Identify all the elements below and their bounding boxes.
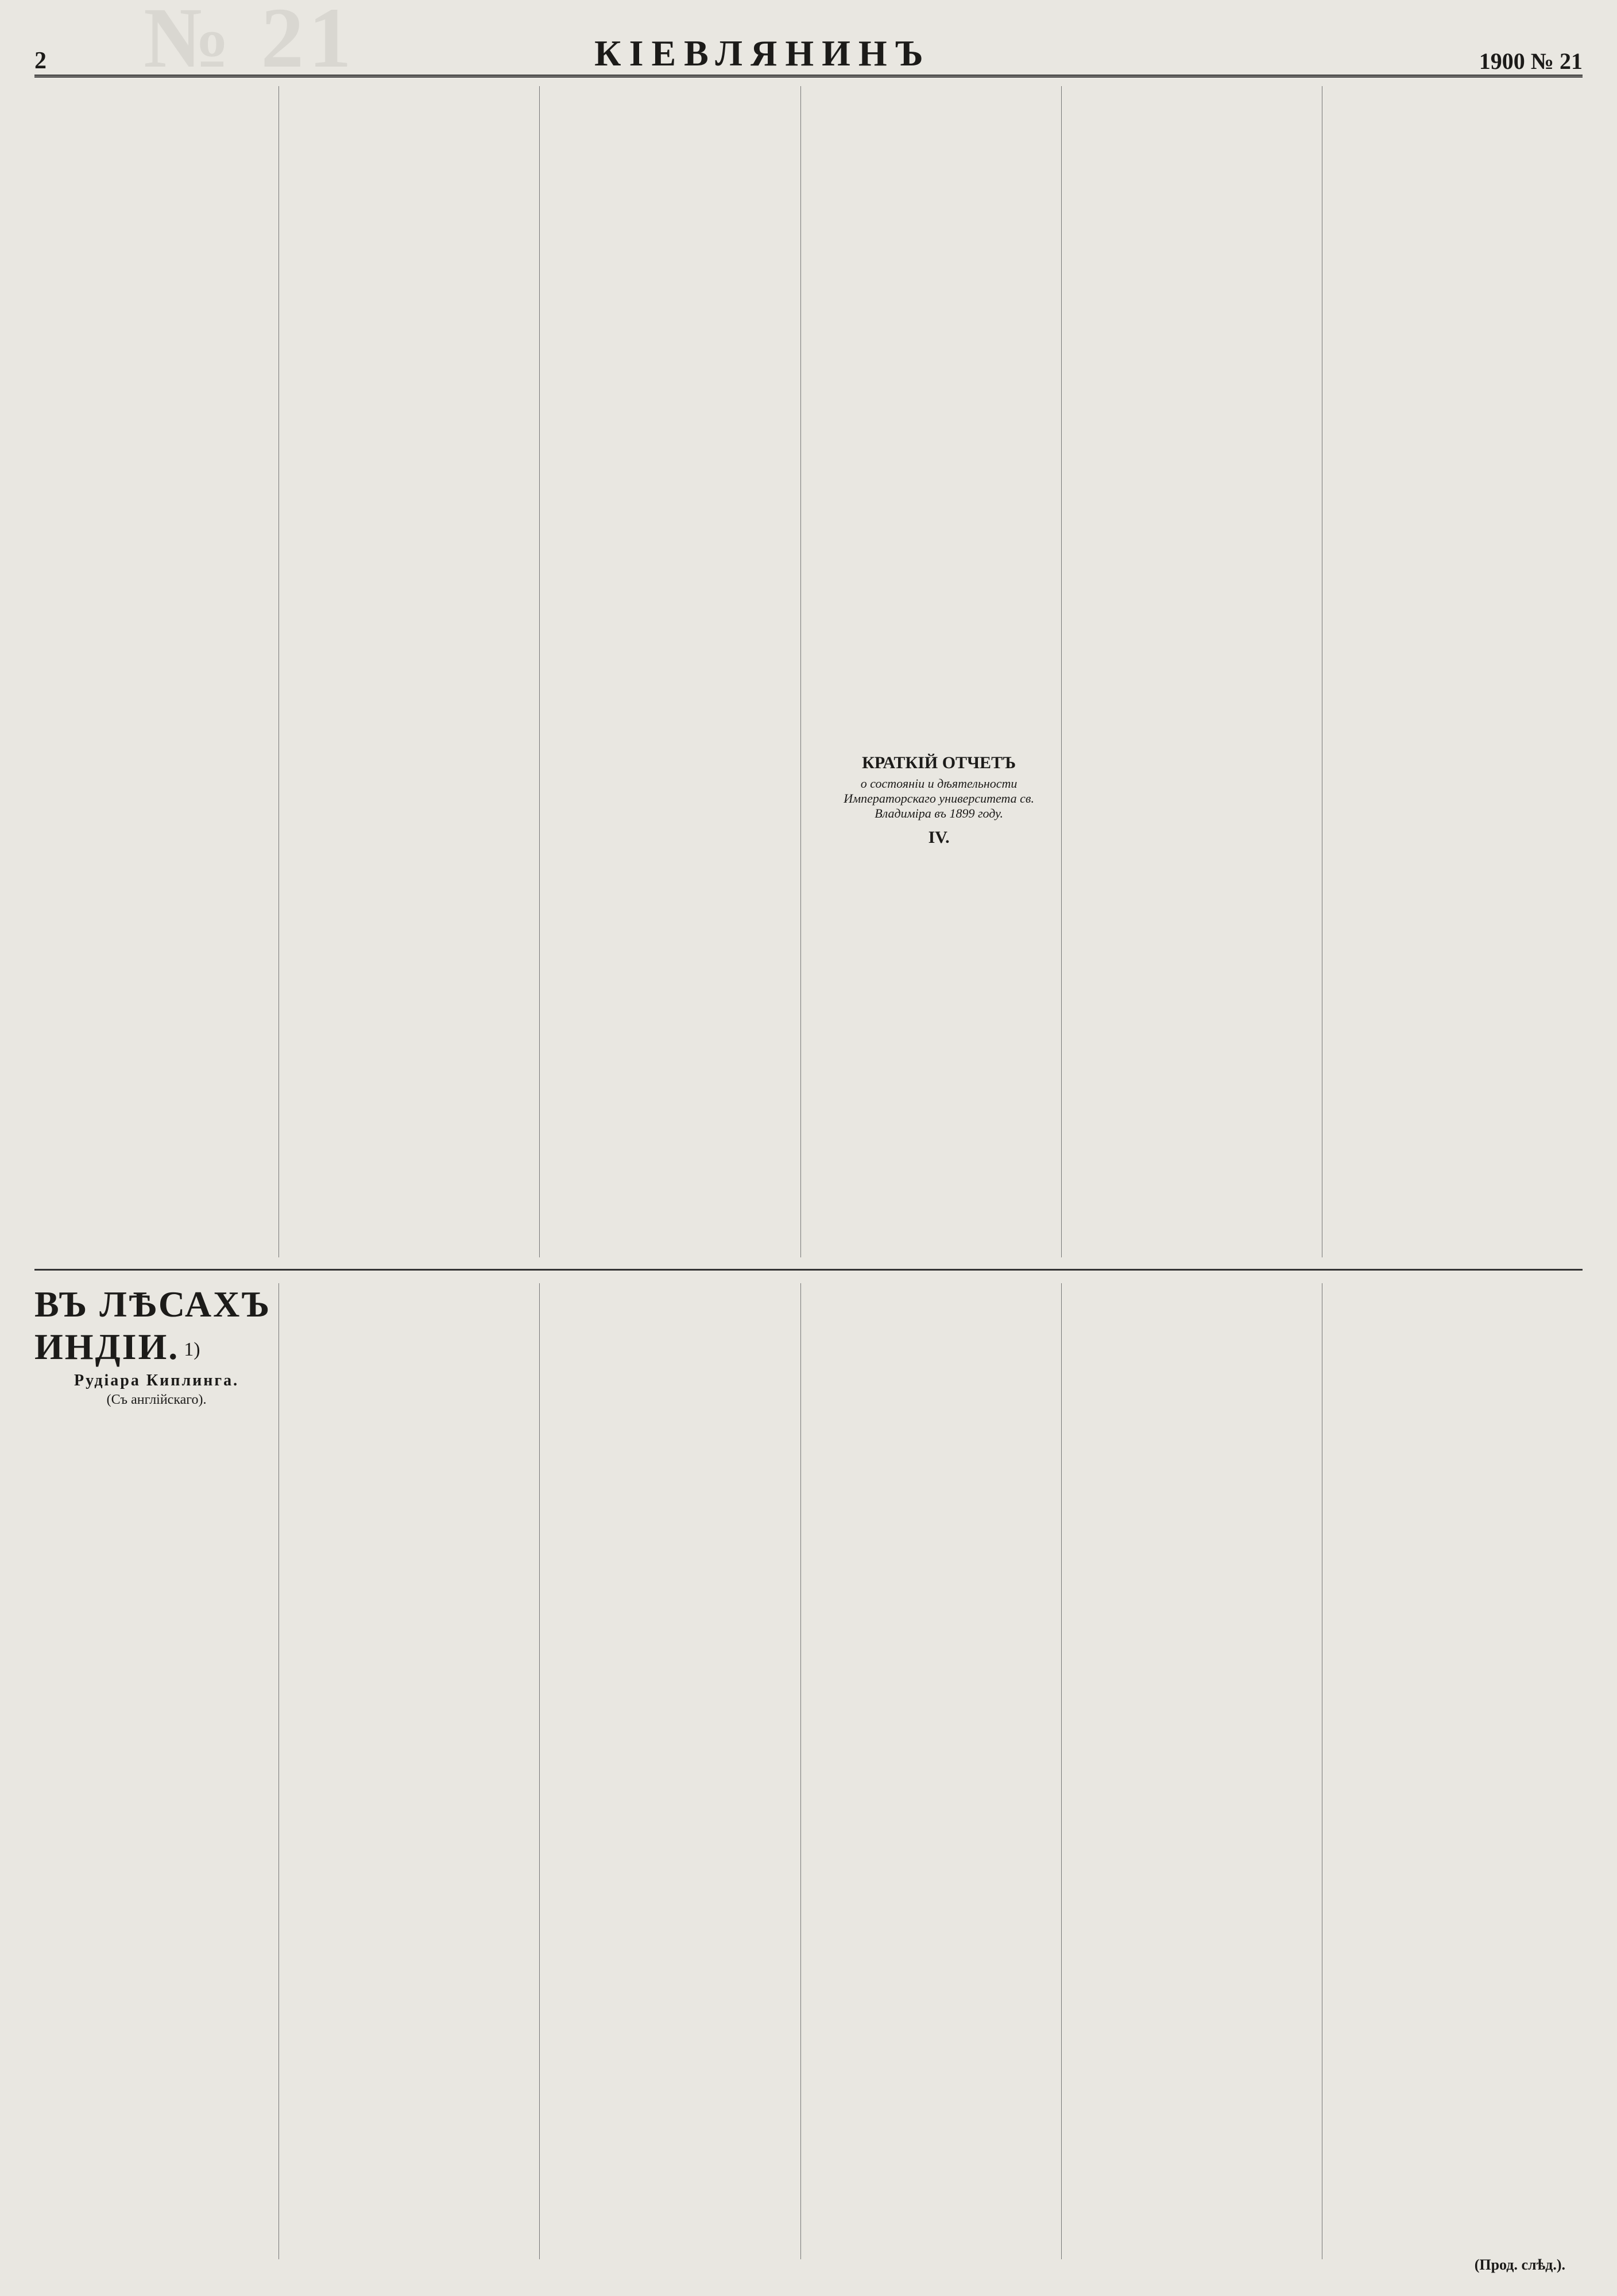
feuilleton-col-5 <box>1078 1283 1322 2259</box>
masthead <box>34 23 1583 78</box>
feuilleton <box>34 1283 1583 2259</box>
feuilleton-source: (Съ англійскаго). <box>106 1392 207 1407</box>
column-1 <box>34 86 279 1257</box>
page-number: 2 <box>34 48 47 74</box>
report-title: КРАТКІЙ ОТЧЕТЪ <box>862 753 1016 772</box>
column-3 <box>556 86 800 1257</box>
paper-title: КІЕВЛЯНИНЪ <box>594 33 931 73</box>
feuilleton-col-4 <box>817 1283 1062 2259</box>
continuation-note: (Прод. слѣд.). <box>1474 2256 1565 2273</box>
footnote-mark: 1) <box>184 1338 200 1360</box>
feuilleton-author: Рудіара Киплинга. <box>74 1372 239 1389</box>
issue-watermark: № 21 <box>144 0 357 86</box>
news-columns <box>34 86 1583 1257</box>
issue-number: 1900 № 21 <box>1479 48 1583 74</box>
column-4 <box>817 86 1062 1257</box>
column-6 <box>1339 86 1583 1257</box>
column-2 <box>295 86 540 1257</box>
feuilleton-col-3 <box>556 1283 800 2259</box>
feuilleton-col-2 <box>295 1283 540 2259</box>
feuilleton-col-6 <box>1339 1283 1583 2259</box>
report-subtitle: о состояніи и дѣятельности Императорскаго университета св. Владиміра въ 1899 году. <box>844 776 1034 820</box>
feuilleton-title: ВЪ ЛѢСАХЪ ИНДІИ. <box>34 1284 272 1367</box>
column-5 <box>1078 86 1322 1257</box>
report-part: IV. <box>928 828 950 847</box>
feuilleton-col-1 <box>34 1283 279 2259</box>
feuilleton-rule <box>34 1269 1583 1271</box>
